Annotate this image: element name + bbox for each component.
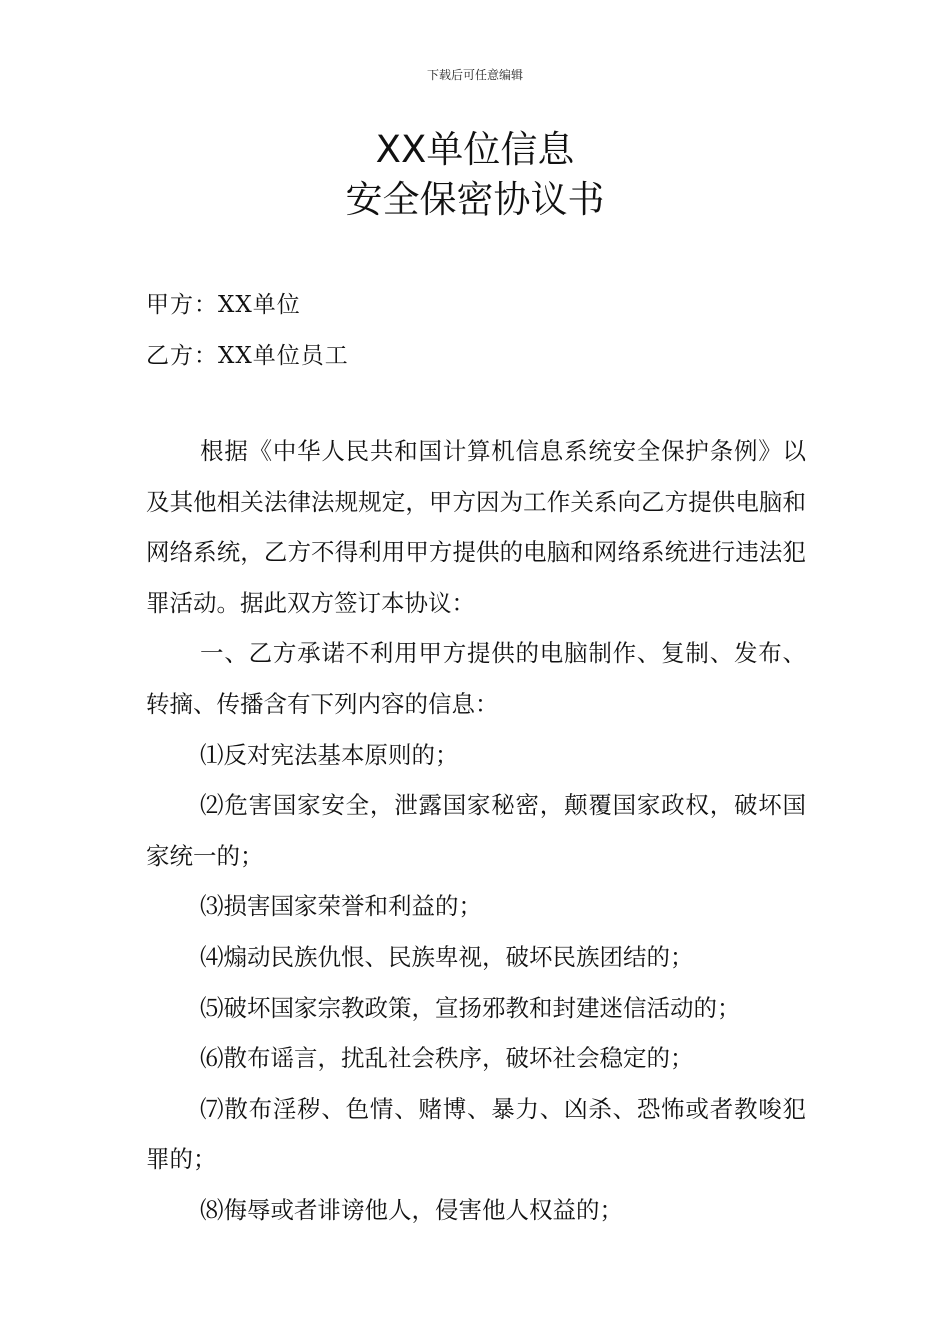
list-item: ⑷煽动民族仇恨、民族卑视，破坏民族团结的； <box>200 942 694 971</box>
title-line-1: XX单位信息 <box>375 128 575 171</box>
clause-one: 一、乙方承诺不利用甲方提供的电脑制作、复制、发布、转摘、传播含有下列内容的信息： <box>146 639 806 718</box>
party-a: 甲方：XX单位 <box>146 292 301 318</box>
intro-paragraph: 根据《中华人民共和国计算机信息系统安全保护条例》以及其他相关法律法规规定，甲方因为工作关系向乙方提供电脑和网络系统，乙方不得利用甲方提供的电脑和网络系统进行违法犯罪活动。据此双方签订本协议： <box>146 437 806 617</box>
header-note: 下载后可任意编辑 <box>426 68 523 82</box>
list-item: ⑸破坏国家宗教政策，宣扬邪教和封建迷信活动的； <box>200 993 741 1022</box>
party-b: 乙方：XX单位员工 <box>146 343 349 369</box>
agreement-body <box>146 426 806 1236</box>
list-item: ⑴反对宪法基本原则的； <box>200 740 459 769</box>
list-item: ⑶损害国家荣誉和利益的； <box>200 892 483 921</box>
list-item: ⑻侮辱或者诽谤他人，侵害他人权益的； <box>200 1195 624 1224</box>
list-item: ⑺散布淫秽、色情、赌博、暴力、凶杀、恐怖或者教唆犯罪的； <box>146 1094 806 1174</box>
title-line-2: 安全保密协议书 <box>345 178 605 221</box>
list-item: ⑵危害国家安全，泄露国家秘密，颠覆国家政权，破坏国家统一的； <box>146 791 806 870</box>
list-item: ⑹散布谣言，扰乱社会秩序，破坏社会稳定的； <box>200 1044 694 1073</box>
document-title <box>0 125 950 225</box>
